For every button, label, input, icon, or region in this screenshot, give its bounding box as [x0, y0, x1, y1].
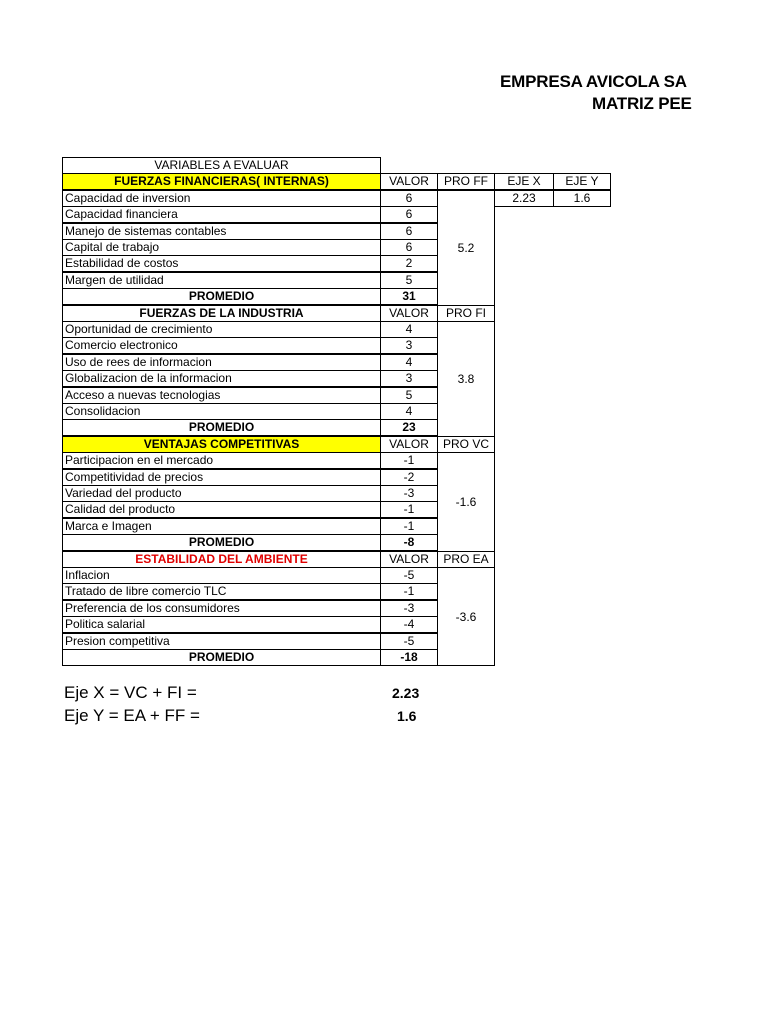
summary-eje-y-value: 1.6	[397, 708, 417, 724]
summary-eje-y-label: Eje Y = EA + FF =	[64, 706, 200, 725]
variable-value: 4	[380, 321, 438, 338]
variable-name: Inflacion	[62, 567, 381, 584]
pro-value: 5.2	[437, 190, 495, 306]
variable-name: Estabilidad de costos	[62, 255, 381, 272]
variable-name: Participacion en el mercado	[62, 452, 381, 469]
variable-name: Consolidacion	[62, 403, 381, 420]
variable-value: 6	[380, 239, 438, 256]
variable-value: -5	[380, 567, 438, 584]
variable-value: -5	[380, 633, 438, 650]
valor-header: VALOR	[380, 551, 438, 568]
variable-value: -1	[380, 501, 438, 518]
variable-name: Politica salarial	[62, 616, 381, 633]
valor-header: VALOR	[380, 436, 438, 453]
promedio-value: 23	[380, 419, 438, 436]
section-title: FUERZAS DE LA INDUSTRIA	[62, 305, 381, 322]
variable-name: Capacidad de inversion	[62, 190, 381, 207]
eje-x-header: EJE X	[494, 173, 554, 190]
variable-value: -3	[380, 485, 438, 502]
variable-name: Oportunidad de crecimiento	[62, 321, 381, 338]
promedio-label: PROMEDIO	[62, 419, 381, 436]
variable-name: Manejo de sistemas contables	[62, 223, 381, 240]
pro-value: 3.8	[437, 321, 495, 437]
promedio-value: -8	[380, 534, 438, 551]
variable-value: -1	[380, 452, 438, 469]
variable-name: Capacidad financiera	[62, 206, 381, 223]
valor-header: VALOR	[380, 173, 438, 190]
pro-value: -1.6	[437, 452, 495, 551]
summary-eje-x-label: Eje X = VC + FI =	[64, 683, 197, 702]
section-title: FUERZAS FINANCIERAS( INTERNAS)	[62, 173, 381, 190]
variable-name: Tratado de libre comercio TLC	[62, 583, 381, 600]
variable-name: Competitividad de precios	[62, 469, 381, 486]
variable-value: -3	[380, 600, 438, 617]
eje-x-value: 2.23	[494, 190, 554, 207]
variable-value: 6	[380, 223, 438, 240]
pro-header: PRO EA	[437, 551, 495, 568]
variable-name: Calidad del producto	[62, 501, 381, 518]
variable-value: 4	[380, 403, 438, 420]
variable-name: Preferencia de los consumidores	[62, 600, 381, 617]
variable-value: 3	[380, 370, 438, 387]
variable-name: Margen de utilidad	[62, 272, 381, 289]
variable-name: Presion competitiva	[62, 633, 381, 650]
eje-y-header: EJE Y	[553, 173, 611, 190]
variable-value: 5	[380, 272, 438, 289]
promedio-label: PROMEDIO	[62, 649, 381, 666]
variable-value: 4	[380, 354, 438, 371]
valor-header: VALOR	[380, 305, 438, 322]
variable-name: Uso de rees de informacion	[62, 354, 381, 371]
eje-y-value: 1.6	[553, 190, 611, 207]
promedio-value: 31	[380, 288, 438, 305]
variable-name: Acceso a nuevas tecnologias	[62, 387, 381, 404]
variable-value: 2	[380, 255, 438, 272]
variable-value: 3	[380, 337, 438, 354]
section-title: VENTAJAS COMPETITIVAS	[62, 436, 381, 453]
summary-eje-x-value: 2.23	[392, 685, 420, 701]
pro-header: PRO VC	[437, 436, 495, 453]
variable-value: 5	[380, 387, 438, 404]
variables-header: VARIABLES A EVALUAR	[62, 157, 381, 174]
variable-name: Capital de trabajo	[62, 239, 381, 256]
variable-name: Comercio electronico	[62, 337, 381, 354]
matrix-title: MATRIZ PEE	[592, 94, 692, 113]
promedio-value: -18	[380, 649, 438, 666]
variable-name: Variedad del producto	[62, 485, 381, 502]
company-title: EMPRESA AVICOLA SA	[500, 72, 687, 91]
section-title: ESTABILIDAD DEL AMBIENTE	[62, 551, 381, 568]
promedio-label: PROMEDIO	[62, 288, 381, 305]
variable-value: -1	[380, 518, 438, 535]
variable-value: -2	[380, 469, 438, 486]
pro-header: PRO FI	[437, 305, 495, 322]
promedio-label: PROMEDIO	[62, 534, 381, 551]
variable-name: Globalizacion de la informacion	[62, 370, 381, 387]
pro-value: -3.6	[437, 567, 495, 666]
variable-value: 6	[380, 190, 438, 207]
pro-header: PRO FF	[437, 173, 495, 190]
variable-value: -4	[380, 616, 438, 633]
variable-name: Marca e Imagen	[62, 518, 381, 535]
variable-value: -1	[380, 583, 438, 600]
variable-value: 6	[380, 206, 438, 223]
